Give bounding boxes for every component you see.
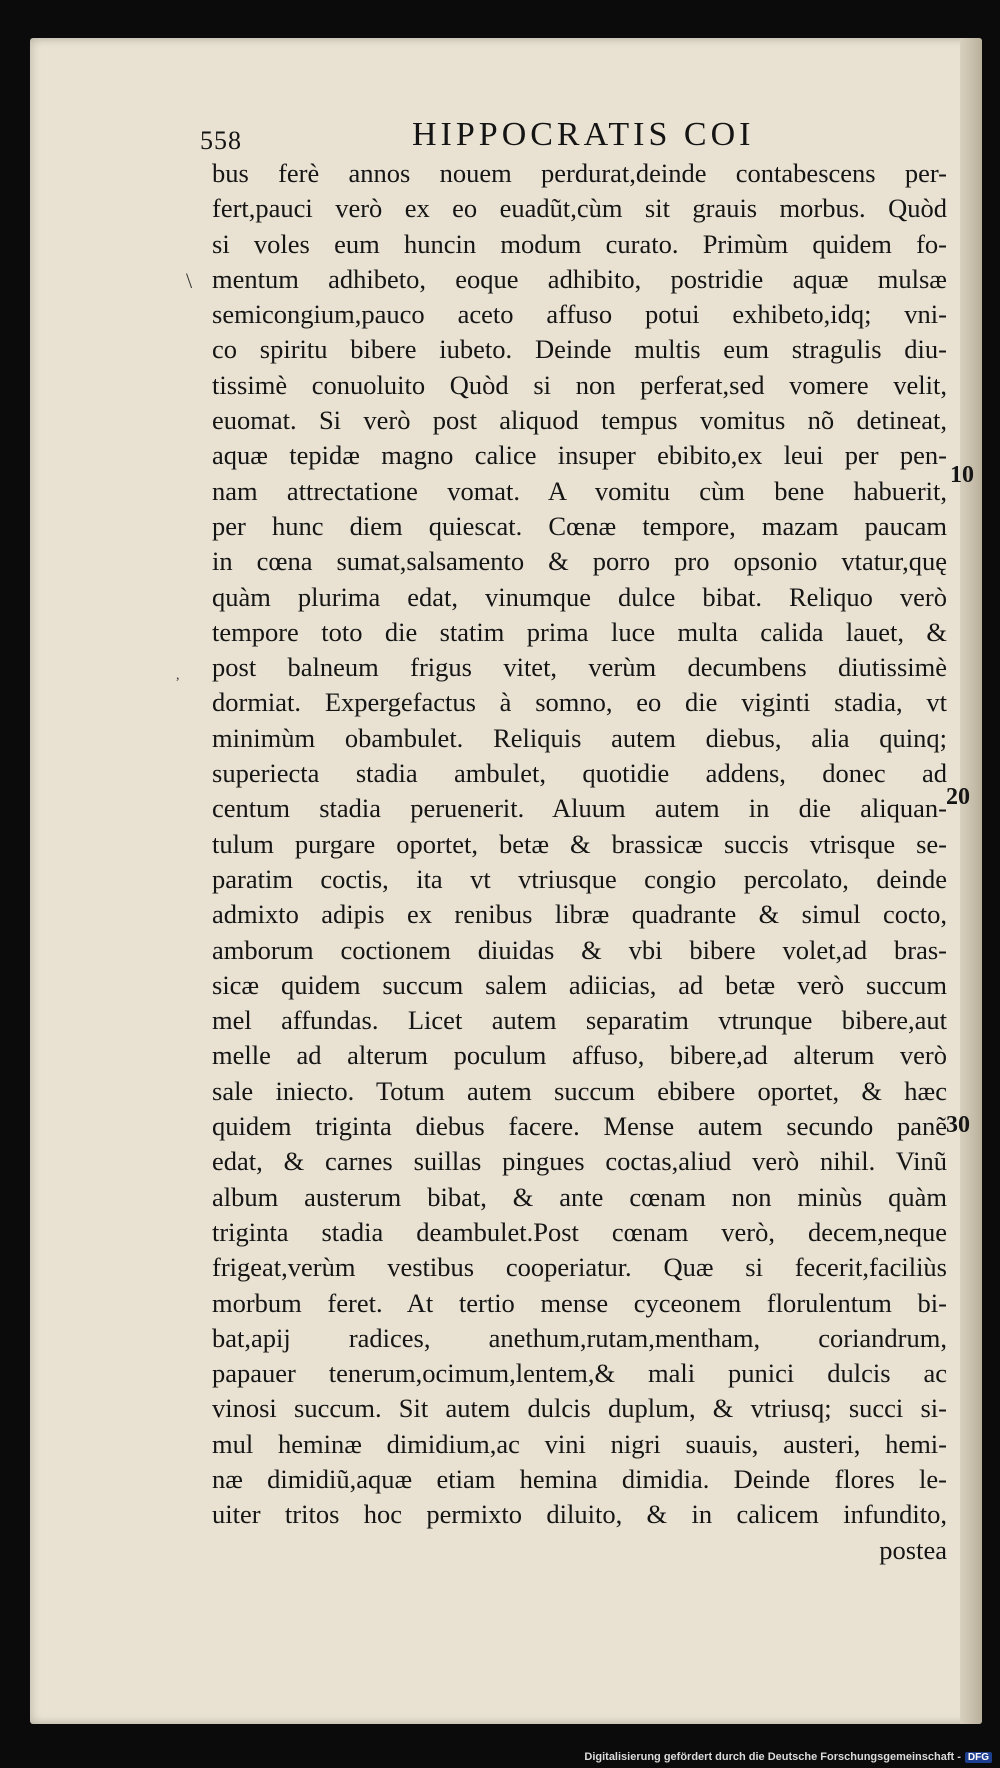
margin-line-number-30: 30 xyxy=(946,1112,970,1138)
text-line: aquæ tepidæ magno calice insuper ebibito,ex leui per pen- xyxy=(212,440,947,471)
text-line: album austerum bibat, & ante cœnam non minùs quàm xyxy=(212,1181,947,1212)
text-line: amborum coctionem diuidas & vbi bibere volet,ad bras- xyxy=(212,934,947,965)
text-line: co spiritu bibere iubeto. Deinde multis eum stragulis diu- xyxy=(212,334,947,365)
text-line: euomat. Si verò post aliquod tempus vomitus nõ detineat, xyxy=(212,405,947,436)
dfg-logo: DFG xyxy=(965,1752,992,1763)
digitization-credit xyxy=(584,1751,992,1763)
text-line: centum stadia peruenerit. Aluum autem in die aliquan- xyxy=(212,793,947,824)
page-gutter xyxy=(960,38,982,1724)
text-line: post balneum frigus vitet, verùm decumbens diutissimè xyxy=(212,652,947,683)
margin-line-number-20: 20 xyxy=(946,784,970,810)
text-line: melle ad alterum poculum affuso, bibere,ad alterum verò xyxy=(212,1040,947,1071)
text-line: quàm plurima edat, vinumque dulce bibat. Reliquo verò xyxy=(212,581,947,612)
margin-line-number-10: 10 xyxy=(950,462,974,488)
text-line: tulum purgare oportet, betæ & brassicæ succis vtrisque se- xyxy=(212,828,947,859)
text-line: morbum feret. At tertio mense cyceonem florulentum bi- xyxy=(212,1287,947,1318)
text-line: tempore toto die statim prima luce multa calida lauet, & xyxy=(212,616,947,647)
text-line: fert,pauci verò ex eo euadũt,cùm sit grauis morbus. Quòd xyxy=(212,193,947,224)
text-line: tissimè conuoluito Quòd si non perferat,sed vomere velit, xyxy=(212,369,947,400)
margin-mark: \ xyxy=(186,268,193,293)
text-line: minimùm obambulet. Reliquis autem diebus, alia quinq; xyxy=(212,722,947,753)
text-line: bat,apij radices, anethum,rutam,mentham, coriandrum, xyxy=(212,1322,947,1353)
margin-mark: , xyxy=(176,668,180,683)
text-line: sicæ quidem succum salem adiicias, ad betæ verò succum xyxy=(212,969,947,1000)
text-line: edat, & carnes suillas pingues coctas,aliud verò nihil. Vinũ xyxy=(212,1146,947,1177)
text-line: bus ferè annos nouem perdurat,deinde contabescens per- xyxy=(212,158,947,188)
text-line: superiecta stadia ambulet, quotidie addens, donec ad xyxy=(212,758,947,789)
text-line: papauer tenerum,ocimum,lentem,& mali punici dulcis ac xyxy=(212,1358,947,1389)
catchword: postea xyxy=(879,1534,947,1565)
body-text xyxy=(212,156,947,1568)
text-line: paratim coctis, ita vt vtriusque congio percolato, deinde xyxy=(212,863,947,894)
text-line: semicongium,pauco aceto affuso potui exhibeto,idq; vni- xyxy=(212,299,947,330)
text-line: triginta stadia deambulet.Post cœnam verò, decem,neque xyxy=(212,1216,947,1247)
text-line: mul heminæ dimidium,ac vini nigri suauis, austeri, hemi- xyxy=(212,1428,947,1459)
text-line: mel affundas. Licet autem separatim vtrunque bibere,aut xyxy=(212,1005,947,1036)
text-line: si voles eum huncin modum curato. Primùm quidem fo- xyxy=(212,228,947,259)
running-title: HIPPOCRATIS COI xyxy=(412,116,755,153)
text-line: frigeat,verùm vestibus cooperiatur. Quæ si fecerit,faciliùs xyxy=(212,1252,947,1283)
page-header xyxy=(200,116,800,156)
text-line: quidem triginta diebus facere. Mense autem secundo panẽ xyxy=(212,1111,947,1142)
text-line: admixto adipis ex renibus libræ quadrante & simul cocto, xyxy=(212,899,947,930)
text-line: mentum adhibeto, eoque adhibito, postridie aquæ mulsæ xyxy=(212,263,947,294)
text-line: uiter tritos hoc permixto diluito, & in calicem infundito, xyxy=(212,1499,947,1530)
text-line: dormiat. Expergefactus à somno, eo die viginti stadia, vt xyxy=(212,687,947,718)
text-line: sale iniecto. Totum autem succum ebibere oportet, & hæc xyxy=(212,1075,947,1106)
text-line: nam attrectatione vomat. A vomitu cùm bene habuerit, xyxy=(212,475,947,506)
text-line: in cœna sumat,salsamento & porro pro opsonio vtatur,quę xyxy=(212,546,947,577)
text-line: næ dimidiũ,aquæ etiam hemina dimidia. Deinde flores le- xyxy=(212,1463,947,1494)
text-line: vinosi succum. Sit autem dulcis duplum, & vtriusq; succi si- xyxy=(212,1393,947,1424)
text-line: per hunc diem quiescat. Cœnæ tempore, mazam paucam xyxy=(212,510,947,541)
page-number: 558 xyxy=(200,126,242,155)
credit-text: Digitalisierung gefördert durch die Deutsche Forschungsgemeinschaft - xyxy=(584,1751,961,1763)
